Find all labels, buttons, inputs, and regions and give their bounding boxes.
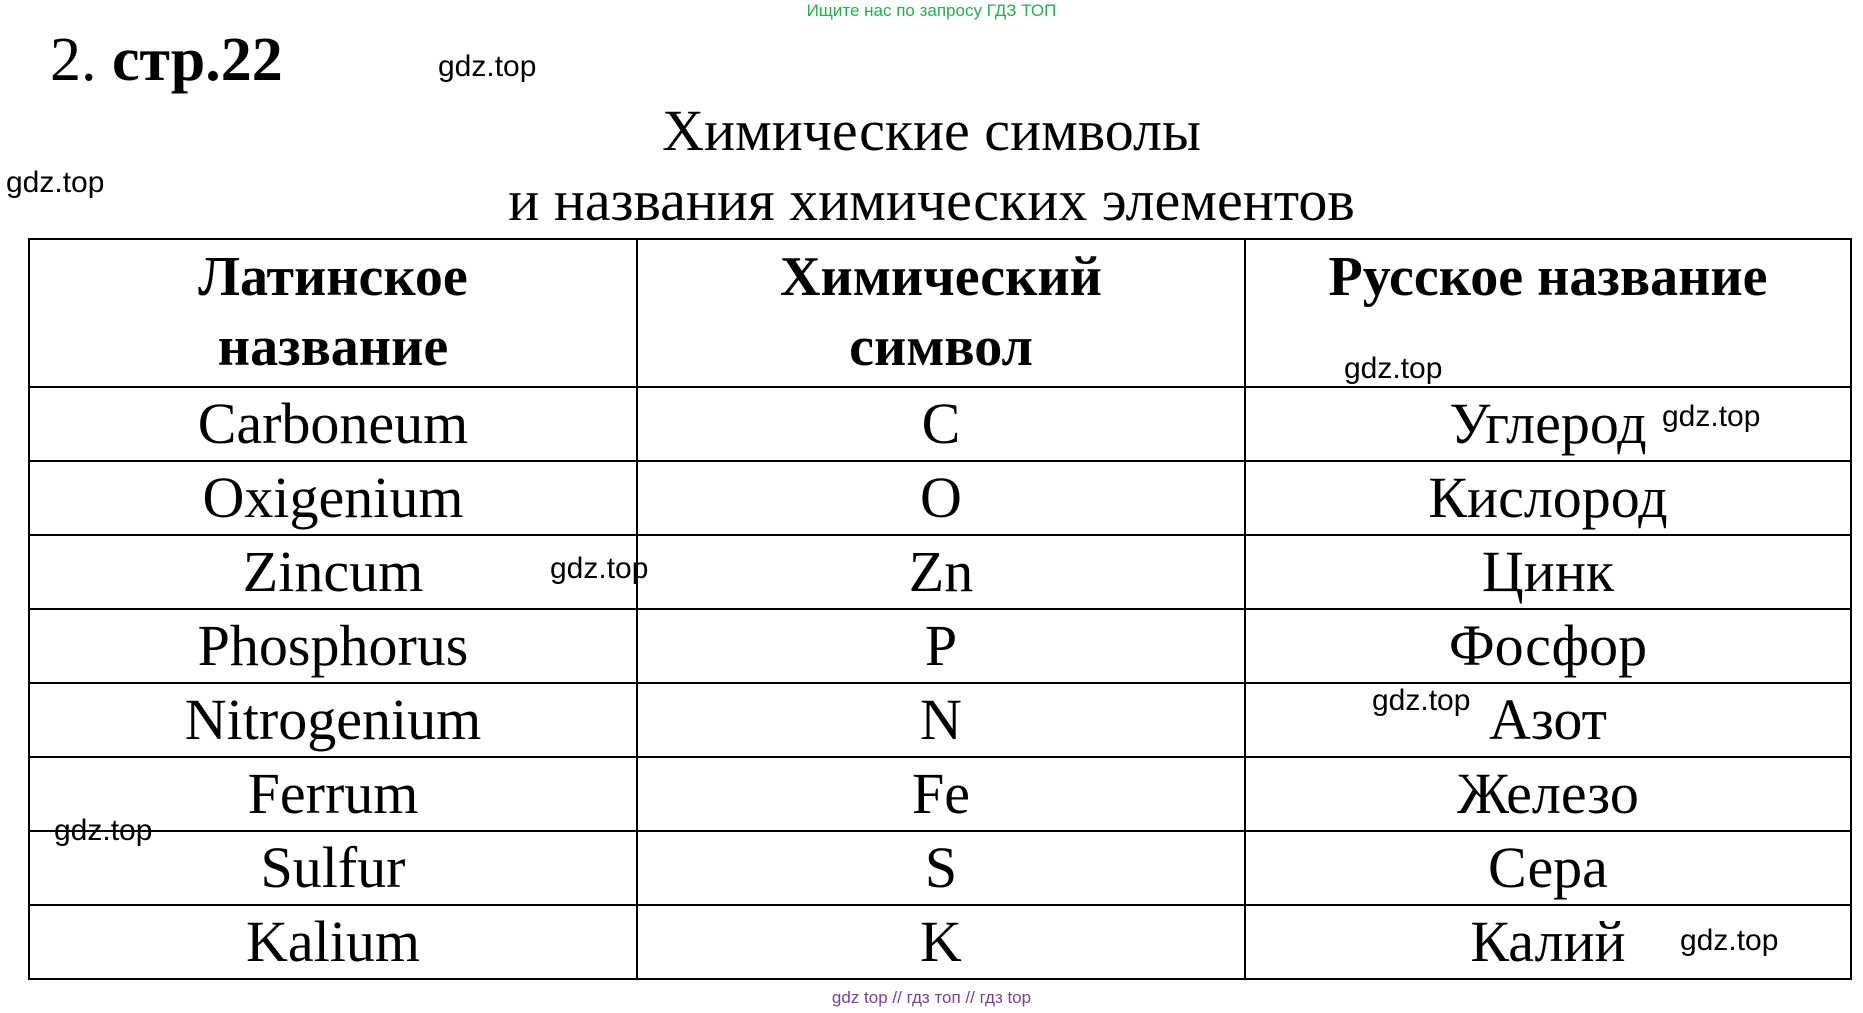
table-row [29, 757, 1851, 831]
latin-name-cell: Zincum [29, 535, 637, 609]
footer-text: gdz top // гдз топ // гдз top [831, 988, 1032, 1007]
exercise-heading [50, 20, 283, 100]
latin-name-cell: Phosphorus [29, 609, 637, 683]
header-latin-name [29, 239, 637, 387]
header-symbol-line-2: символ [849, 316, 1033, 378]
table-title-line-1: Химические символы [662, 98, 1201, 163]
header-chemical-symbol [637, 239, 1245, 387]
latin-name-cell: Kalium [29, 905, 637, 979]
table-row [29, 461, 1851, 535]
russian-name-cell: Цинк [1245, 535, 1851, 609]
header-symbol-line-1: Химический [780, 246, 1102, 308]
elements-table [28, 238, 1852, 980]
header-latin-line-1: Латинское [198, 246, 468, 308]
symbol-cell: S [637, 831, 1245, 905]
russian-name-cell: Углерод [1245, 387, 1851, 461]
russian-name-cell: Фосфор [1245, 609, 1851, 683]
symbol-cell: Fe [637, 757, 1245, 831]
russian-name-cell: Железо [1245, 757, 1851, 831]
table-row [29, 905, 1851, 979]
russian-name-cell: Азот [1245, 683, 1851, 757]
russian-name-cell: Сера [1245, 831, 1851, 905]
russian-name-cell: Кислород [1245, 461, 1851, 535]
watermark: gdz.top [1344, 352, 1443, 385]
table-title-line-2: и названия химических элементов [508, 168, 1355, 233]
table-row [29, 387, 1851, 461]
symbol-cell: C [637, 387, 1245, 461]
symbol-cell: Zn [637, 535, 1245, 609]
header-russian-line-1: Русское название [1328, 246, 1768, 308]
russian-name-cell: Калий [1245, 905, 1851, 979]
latin-name-cell: Ferrum [29, 757, 637, 831]
watermark: gdz.top [1680, 924, 1779, 957]
header-latin-line-2: название [217, 316, 449, 378]
latin-name-cell: Carboneum [29, 387, 637, 461]
header-russian-name [1245, 239, 1851, 387]
symbol-cell: P [637, 609, 1245, 683]
watermark: gdz.top [550, 552, 649, 585]
table-row [29, 683, 1851, 757]
watermark: gdz.top [1372, 684, 1471, 717]
symbol-cell: K [637, 905, 1245, 979]
latin-name-cell: Oxigenium [29, 461, 637, 535]
table-row [29, 831, 1851, 905]
symbol-cell: O [637, 461, 1245, 535]
table-header-row [29, 239, 1851, 387]
watermark: gdz.top [6, 166, 105, 199]
top-banner-text: Ищите нас по запросу ГДЗ ТОП [806, 1, 1057, 20]
page-reference: стр.22 [112, 26, 283, 94]
table-row [29, 609, 1851, 683]
watermark: gdz.top [1662, 400, 1761, 433]
exercise-number: 2. [50, 26, 97, 94]
watermark: gdz.top [438, 50, 537, 83]
watermark: gdz.top [54, 814, 153, 847]
table-row [29, 535, 1851, 609]
latin-name-cell: Nitrogenium [29, 683, 637, 757]
latin-name-cell: Sulfur [29, 831, 637, 905]
symbol-cell: N [637, 683, 1245, 757]
